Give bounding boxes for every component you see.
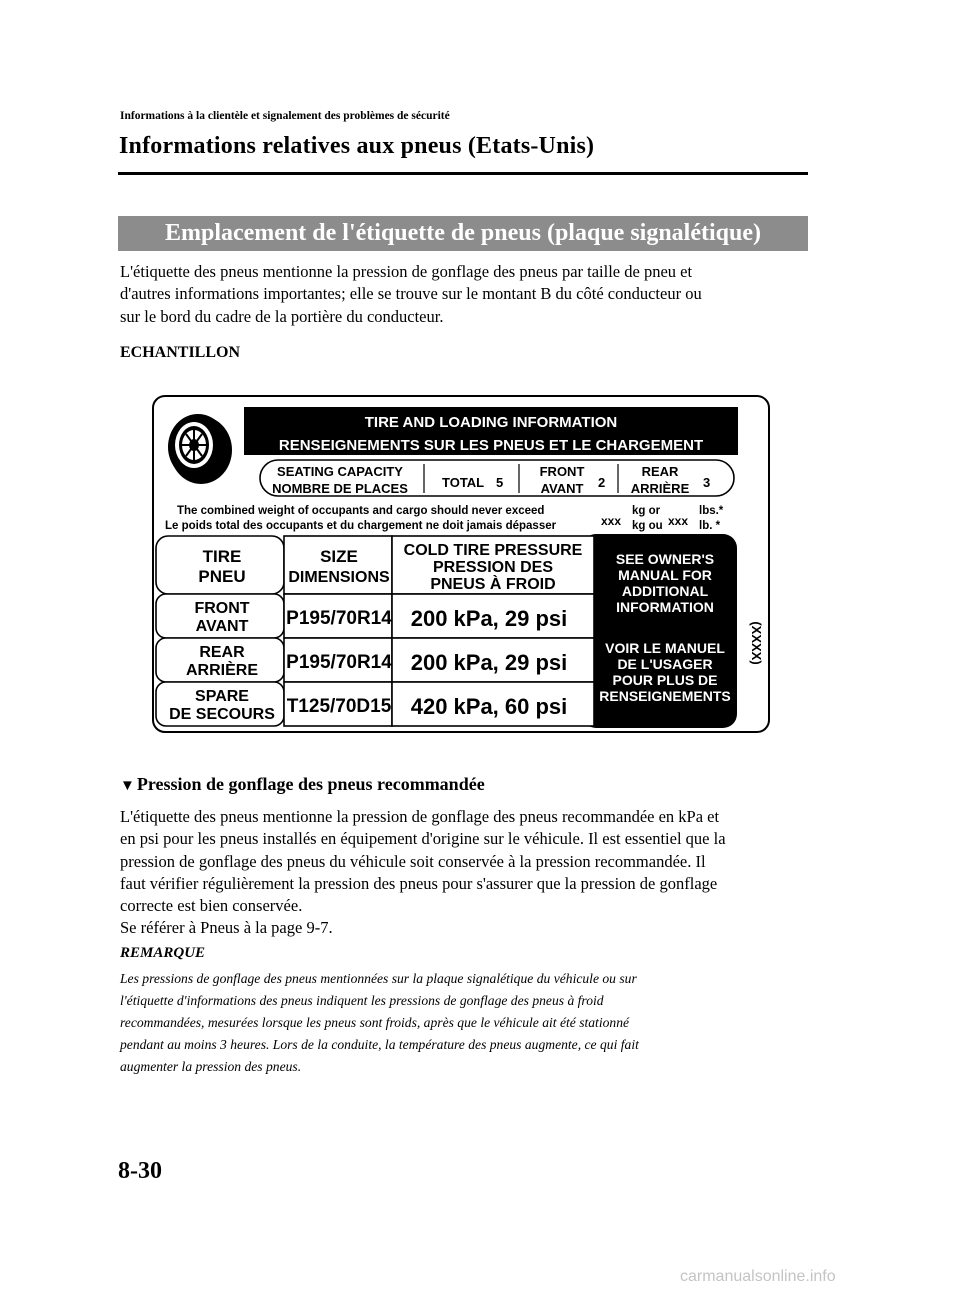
weight-fr: Le poids total des occupants et du chargement ne doit jamais dépasser [165, 520, 557, 532]
row-spare-fr: DE SECOURS [169, 706, 275, 723]
front-en: FRONT [539, 464, 585, 479]
intro-paragraph [120, 261, 820, 328]
triangle-down-icon: ▼ [120, 778, 135, 794]
manual-fr-2: DE L'USAGER [617, 656, 713, 672]
col-press-2: PRESSION DES [432, 559, 554, 576]
rear-en: REAR [641, 464, 679, 479]
label-code: (XXXX) [749, 621, 764, 665]
body-line: correcte est bien conservée. [120, 896, 303, 916]
body-line: L'étiquette des pneus mentionne la pression de gonflage des pneus recommandée en kPa et [120, 807, 720, 826]
note-line: pendant au moins 3 heures. Lors de la conduite, la température des pneus augmente, ce qui fait [120, 1037, 639, 1052]
manual-en-3: ADDITIONAL [621, 583, 709, 599]
manual-fr-3: POUR PLUS DE [612, 672, 718, 688]
col-press-1: COLD TIRE PRESSURE [403, 542, 583, 559]
weight-xxx-lb: xxx [668, 514, 689, 528]
manual-en-1: SEE OWNER'S [615, 551, 715, 567]
weight-xxx-kg: xxx [601, 514, 622, 528]
seating-en: SEATING CAPACITY [277, 464, 403, 479]
page-number: 8-30 [118, 1158, 162, 1184]
label-header-en: TIRE AND LOADING INFORMATION [364, 414, 618, 431]
section-title: Informations relatives aux pneus (Etats-Unis) [119, 133, 595, 159]
tire-label-figure [152, 395, 772, 740]
title-rule [118, 172, 808, 175]
weight-en: The combined weight of occupants and cargo should never exceed [177, 505, 545, 517]
row-front-fr: AVANT [195, 618, 249, 635]
kg-or: kg or [632, 505, 661, 517]
note-text [120, 968, 800, 1078]
row-spare-en: SPARE [195, 688, 249, 705]
row-rear-pressure: 200 kPa, 29 psi [410, 650, 568, 675]
row-spare-pressure: 420 kPa, 60 psi [410, 694, 568, 719]
seating-fr: NOMBRE DE PLACES [272, 481, 408, 496]
col-tire-en: TIRE [202, 547, 242, 566]
sample-caption: ECHANTILLON [120, 344, 241, 361]
col-size-en: SIZE [320, 547, 358, 566]
chapter-title: Informations à la clientèle et signalement des problèmes de sécurité [120, 110, 450, 122]
rear-value: 3 [703, 475, 711, 490]
row-front-size: P195/70R14 [286, 608, 392, 629]
col-press-3: PNEUS À FROID [430, 576, 556, 593]
manual-fr-4: RENSEIGNEMENTS [599, 688, 731, 704]
note-line: l'étiquette d'informations des pneus indiquent les pressions de gonflage des pneus à froid [120, 993, 604, 1008]
note-heading: REMARQUE [120, 945, 206, 961]
body-line: faut vérifier régulièrement la pression des pneus pour s'assurer que la pression de gonflage [120, 873, 718, 893]
row-front-en: FRONT [194, 600, 250, 617]
subsection-title: Pression de gonflage des pneus recommandée [136, 774, 485, 794]
tire-label-svg [152, 395, 772, 735]
front-value: 2 [598, 475, 606, 490]
kg-ou: kg ou [632, 520, 663, 532]
label-header-fr: RENSEIGNEMENTS SUR LES PNEUS ET LE CHARGEMENT [278, 437, 704, 454]
row-spare-size: T125/70D15 [286, 696, 392, 717]
lb: lb. * [699, 520, 721, 532]
col-size-fr: DIMENSIONS [288, 569, 390, 586]
watermark: carmanualsonline.info [680, 1268, 836, 1285]
body-paragraph [120, 806, 820, 940]
banner-title: Emplacement de l'étiquette de pneus (plaque signalétique) [164, 220, 761, 246]
note-line: recommandées, mesurées lorsque les pneus sont froids, après que le véhicule ait été stationné [120, 1015, 630, 1030]
intro-line: sur le bord du cadre de la portière du conducteur. [120, 306, 444, 326]
row-front-pressure: 200 kPa, 29 psi [410, 606, 568, 631]
rear-fr: ARRIÈRE [630, 481, 690, 496]
manual-en-2: MANUAL FOR [618, 567, 712, 583]
row-rear-en: REAR [199, 644, 245, 661]
body-line: pression de gonflage des pneus du véhicule soit conservée à la pression recommandée. Il [120, 851, 706, 871]
body-line: Se référer à Pneus à la page 9-7. [120, 918, 333, 938]
total-value: 5 [496, 475, 504, 490]
manual-fr-1: VOIR LE MANUEL [605, 640, 725, 656]
subsection-heading [120, 774, 485, 795]
note-line: Les pressions de gonflage des pneus mentionnées sur la plaque signalétique du véhicule ou sur [120, 971, 637, 986]
intro-line: L'étiquette des pneus mentionne la pression de gonflage des pneus par taille de pneu et [120, 262, 693, 281]
row-rear-size: P195/70R14 [286, 652, 392, 673]
total-label: TOTAL [442, 475, 485, 490]
row-rear-fr: ARRIÈRE [185, 662, 259, 679]
body-line: en psi pour les pneus installés en équipement d'origine sur le véhicule. Il est essentiel que la [120, 829, 726, 849]
col-tire-fr: PNEU [198, 567, 246, 586]
manual-en-4: INFORMATION [616, 599, 714, 615]
front-fr: AVANT [540, 481, 584, 496]
intro-line: d'autres informations importantes; elle se trouve sur le montant B du côté conducteur ou [120, 284, 702, 304]
lbs: lbs.* [699, 505, 724, 517]
note-line: augmenter la pression des pneus. [120, 1059, 302, 1074]
